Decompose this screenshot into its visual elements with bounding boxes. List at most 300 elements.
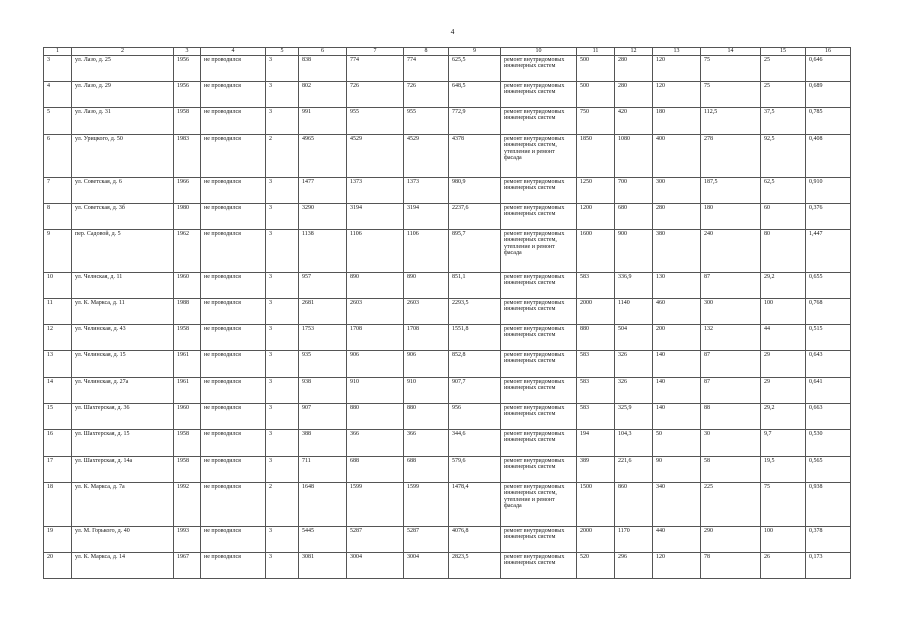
cell-cost-14: 180 [701, 204, 761, 230]
cell-cost-15: 44 [761, 325, 806, 351]
cell-cost-15: 29 [761, 351, 806, 378]
cell-cost-12: 1080 [615, 135, 653, 178]
cell-cost-total: 500 [577, 56, 615, 82]
cell-ratio: 0,376 [806, 204, 851, 230]
cell-row-number: 20 [44, 553, 72, 579]
cell-row-number: 7 [44, 178, 72, 204]
cell-cost-15: 92,5 [761, 135, 806, 178]
cell-cost-total: 583 [577, 378, 615, 404]
cell-address: ул. Челинская, д. 27а [72, 378, 174, 404]
cell-row-number: 11 [44, 299, 72, 325]
cell-floors: 3 [266, 351, 299, 378]
cell-ratio: 0,768 [806, 299, 851, 325]
cell-cost-13: 120 [653, 553, 701, 579]
column-number-header: 4 [201, 48, 266, 56]
cell-cost-14: 187,5 [701, 178, 761, 204]
cell-cost-total: 750 [577, 108, 615, 135]
cell-year-built: 1988 [174, 299, 201, 325]
column-number-header: 16 [806, 48, 851, 56]
table-row [44, 430, 851, 457]
cell-area-7: 955 [347, 108, 404, 135]
cell-year-built: 1956 [174, 56, 201, 82]
cell-row-number: 9 [44, 230, 72, 273]
cell-address: ул. Лазо, д. 25 [72, 56, 174, 82]
cell-year-built: 1983 [174, 135, 201, 178]
cell-total-area: 838 [299, 56, 347, 82]
page-number: 4 [450, 27, 455, 36]
cell-repair-type: ремонт внутридомовых инженерных систем [501, 457, 577, 483]
buildings-table [43, 47, 851, 579]
cell-floors: 3 [266, 553, 299, 579]
cell-floors: 3 [266, 457, 299, 483]
cell-area-7: 880 [347, 404, 404, 430]
cell-cost-13: 440 [653, 527, 701, 553]
cell-area-8: 4529 [404, 135, 449, 178]
cell-area-8: 1373 [404, 178, 449, 204]
cell-year-built: 1967 [174, 553, 201, 579]
cell-area-7: 5287 [347, 527, 404, 553]
cell-last-repair: не проводился [201, 483, 266, 527]
cell-cost-14: 132 [701, 325, 761, 351]
table-row [44, 527, 851, 553]
cell-year-built: 1980 [174, 204, 201, 230]
cell-cost-total: 1850 [577, 135, 615, 178]
cell-cost-15: 37,5 [761, 108, 806, 135]
cell-cost-12: 325,9 [615, 404, 653, 430]
cell-area-8: 366 [404, 430, 449, 457]
cell-year-built: 1992 [174, 483, 201, 527]
table-row [44, 230, 851, 273]
cell-year-built: 1958 [174, 108, 201, 135]
cell-row-number: 13 [44, 351, 72, 378]
cell-repair-type: ремонт внутридомовых инженерных систем [501, 325, 577, 351]
cell-cost-12: 700 [615, 178, 653, 204]
cell-last-repair: не проводился [201, 273, 266, 299]
cell-cost-14: 58 [701, 457, 761, 483]
cell-cost-13: 280 [653, 204, 701, 230]
column-number-header: 9 [449, 48, 501, 56]
cell-floors: 3 [266, 230, 299, 273]
cell-total-area: 991 [299, 108, 347, 135]
column-number-header: 2 [72, 48, 174, 56]
cell-floors: 3 [266, 204, 299, 230]
cell-cost-15: 60 [761, 204, 806, 230]
cell-living-area: 344,6 [449, 430, 501, 457]
cell-area-7: 3194 [347, 204, 404, 230]
column-number-header: 14 [701, 48, 761, 56]
cell-cost-15: 100 [761, 527, 806, 553]
cell-living-area: 980,9 [449, 178, 501, 204]
cell-address: ул. Советская, д. 6 [72, 178, 174, 204]
cell-cost-12: 280 [615, 82, 653, 108]
column-number-header: 12 [615, 48, 653, 56]
cell-cost-total: 1500 [577, 483, 615, 527]
cell-floors: 3 [266, 273, 299, 299]
cell-cost-12: 280 [615, 56, 653, 82]
cell-ratio: 0,641 [806, 378, 851, 404]
cell-address: ул. Челнская, д. 11 [72, 273, 174, 299]
cell-repair-type: ремонт внутридомовых инженерных систем [501, 273, 577, 299]
cell-living-area: 852,8 [449, 351, 501, 378]
cell-area-8: 1708 [404, 325, 449, 351]
cell-floors: 3 [266, 430, 299, 457]
cell-year-built: 1961 [174, 378, 201, 404]
cell-area-8: 3194 [404, 204, 449, 230]
cell-last-repair: не проводился [201, 378, 266, 404]
cell-row-number: 17 [44, 457, 72, 483]
cell-floors: 3 [266, 178, 299, 204]
table-row [44, 108, 851, 135]
cell-floors: 2 [266, 135, 299, 178]
cell-area-7: 906 [347, 351, 404, 378]
column-number-header: 13 [653, 48, 701, 56]
cell-cost-14: 87 [701, 378, 761, 404]
cell-cost-total: 1200 [577, 204, 615, 230]
cell-cost-15: 62,5 [761, 178, 806, 204]
cell-address: ул. Лазо, д. 31 [72, 108, 174, 135]
cell-cost-15: 9,7 [761, 430, 806, 457]
column-number-header: 11 [577, 48, 615, 56]
cell-total-area: 2681 [299, 299, 347, 325]
cell-cost-total: 2000 [577, 299, 615, 325]
cell-address: ул. М. Горького, д. 40 [72, 527, 174, 553]
cell-cost-14: 240 [701, 230, 761, 273]
cell-cost-13: 180 [653, 108, 701, 135]
cell-cost-13: 300 [653, 178, 701, 204]
cell-cost-15: 29 [761, 378, 806, 404]
column-number-header: 3 [174, 48, 201, 56]
cell-ratio: 0,565 [806, 457, 851, 483]
cell-cost-15: 19,5 [761, 457, 806, 483]
cell-area-8: 906 [404, 351, 449, 378]
cell-address: ул. Шахтерская, д. 15 [72, 430, 174, 457]
cell-last-repair: не проводился [201, 299, 266, 325]
cell-cost-12: 336,9 [615, 273, 653, 299]
table-row [44, 56, 851, 82]
cell-cost-total: 500 [577, 82, 615, 108]
cell-last-repair: не проводился [201, 230, 266, 273]
cell-cost-13: 200 [653, 325, 701, 351]
cell-ratio: 0,643 [806, 351, 851, 378]
cell-living-area: 4378 [449, 135, 501, 178]
cell-row-number: 19 [44, 527, 72, 553]
cell-cost-12: 860 [615, 483, 653, 527]
cell-total-area: 4965 [299, 135, 347, 178]
cell-cost-total: 2000 [577, 527, 615, 553]
cell-cost-total: 583 [577, 404, 615, 430]
cell-area-8: 2603 [404, 299, 449, 325]
cell-cost-13: 140 [653, 378, 701, 404]
cell-living-area: 907,7 [449, 378, 501, 404]
cell-repair-type: ремонт внутридомовых инженерных систем [501, 299, 577, 325]
cell-cost-14: 300 [701, 299, 761, 325]
cell-year-built: 1961 [174, 351, 201, 378]
cell-ratio: 0,408 [806, 135, 851, 178]
column-number-header: 5 [266, 48, 299, 56]
column-number-header: 6 [299, 48, 347, 56]
table-row [44, 457, 851, 483]
cell-year-built: 1966 [174, 178, 201, 204]
table-row [44, 204, 851, 230]
cell-area-7: 774 [347, 56, 404, 82]
cell-area-8: 890 [404, 273, 449, 299]
cell-last-repair: не проводился [201, 108, 266, 135]
cell-repair-type: ремонт внутридомовых инженерных систем [501, 527, 577, 553]
cell-living-area: 2237,6 [449, 204, 501, 230]
cell-cost-13: 140 [653, 404, 701, 430]
cell-cost-14: 75 [701, 82, 761, 108]
cell-cost-14: 87 [701, 273, 761, 299]
cell-area-7: 1599 [347, 483, 404, 527]
cell-repair-type: ремонт внутридомовых инженерных систем [501, 553, 577, 579]
cell-floors: 3 [266, 299, 299, 325]
cell-cost-15: 100 [761, 299, 806, 325]
cell-area-8: 880 [404, 404, 449, 430]
table-row [44, 273, 851, 299]
cell-total-area: 3290 [299, 204, 347, 230]
cell-ratio: 0,655 [806, 273, 851, 299]
cell-ratio: 0,689 [806, 82, 851, 108]
cell-address: ул. Шахтерская, д. 36 [72, 404, 174, 430]
cell-ratio: 0,910 [806, 178, 851, 204]
cell-address: ул. Урицкого, д. 50 [72, 135, 174, 178]
cell-year-built: 1962 [174, 230, 201, 273]
column-number-header: 8 [404, 48, 449, 56]
table-row [44, 82, 851, 108]
cell-row-number: 8 [44, 204, 72, 230]
cell-ratio: 0,646 [806, 56, 851, 82]
cell-last-repair: не проводился [201, 553, 266, 579]
cell-row-number: 15 [44, 404, 72, 430]
cell-address: ул. Советская, д. 3б [72, 204, 174, 230]
cell-living-area: 895,7 [449, 230, 501, 273]
cell-cost-14: 87 [701, 351, 761, 378]
cell-ratio: 0,378 [806, 527, 851, 553]
cell-cost-15: 25 [761, 56, 806, 82]
cell-last-repair: не проводился [201, 404, 266, 430]
column-number-header: 1 [44, 48, 72, 56]
cell-row-number: 4 [44, 82, 72, 108]
cell-row-number: 12 [44, 325, 72, 351]
cell-area-8: 1106 [404, 230, 449, 273]
cell-last-repair: не проводился [201, 351, 266, 378]
cell-cost-14: 88 [701, 404, 761, 430]
cell-total-area: 935 [299, 351, 347, 378]
cell-repair-type: ремонт внутридомовых инженерных систем, утепление и ремонт фасада [501, 135, 577, 178]
cell-cost-total: 1600 [577, 230, 615, 273]
cell-row-number: 16 [44, 430, 72, 457]
cell-row-number: 10 [44, 273, 72, 299]
cell-total-area: 802 [299, 82, 347, 108]
cell-cost-14: 30 [701, 430, 761, 457]
cell-repair-type: ремонт внутридомовых инженерных систем, утепление и ремонт фасада [501, 483, 577, 527]
cell-floors: 3 [266, 82, 299, 108]
cell-cost-14: 278 [701, 135, 761, 178]
cell-total-area: 1648 [299, 483, 347, 527]
cell-cost-total: 583 [577, 351, 615, 378]
cell-ratio: 1,447 [806, 230, 851, 273]
cell-last-repair: не проводился [201, 457, 266, 483]
cell-repair-type: ремонт внутридомовых инженерных систем, утепление и ремонт фасада [501, 230, 577, 273]
cell-floors: 3 [266, 404, 299, 430]
cell-row-number: 18 [44, 483, 72, 527]
cell-total-area: 1138 [299, 230, 347, 273]
cell-address: ул. Шахтерская, д. 14а [72, 457, 174, 483]
cell-cost-14: 75 [701, 56, 761, 82]
cell-floors: 3 [266, 56, 299, 82]
cell-cost-14: 112,5 [701, 108, 761, 135]
cell-year-built: 1993 [174, 527, 201, 553]
cell-cost-13: 140 [653, 351, 701, 378]
cell-cost-15: 26 [761, 553, 806, 579]
cell-cost-15: 75 [761, 483, 806, 527]
cell-cost-12: 504 [615, 325, 653, 351]
cell-cost-15: 29,2 [761, 404, 806, 430]
table-row [44, 135, 851, 178]
cell-repair-type: ремонт внутридомовых инженерных систем [501, 404, 577, 430]
cell-year-built: 1956 [174, 82, 201, 108]
cell-cost-13: 460 [653, 299, 701, 325]
cell-year-built: 1960 [174, 404, 201, 430]
cell-area-8: 774 [404, 56, 449, 82]
cell-living-area: 2823,5 [449, 553, 501, 579]
cell-floors: 3 [266, 527, 299, 553]
cell-cost-13: 120 [653, 56, 701, 82]
table-row [44, 553, 851, 579]
cell-area-8: 955 [404, 108, 449, 135]
cell-cost-12: 326 [615, 378, 653, 404]
cell-floors: 3 [266, 325, 299, 351]
cell-area-7: 4529 [347, 135, 404, 178]
cell-last-repair: не проводился [201, 430, 266, 457]
cell-address: пер. Садовой, д. 5 [72, 230, 174, 273]
cell-area-7: 688 [347, 457, 404, 483]
cell-area-7: 3004 [347, 553, 404, 579]
cell-repair-type: ремонт внутридомовых инженерных систем [501, 378, 577, 404]
cell-repair-type: ремонт внутридомовых инженерных систем [501, 108, 577, 135]
cell-total-area: 907 [299, 404, 347, 430]
cell-area-7: 910 [347, 378, 404, 404]
cell-cost-15: 80 [761, 230, 806, 273]
table-row [44, 378, 851, 404]
cell-row-number: 14 [44, 378, 72, 404]
cell-repair-type: ремонт внутридомовых инженерных систем [501, 204, 577, 230]
cell-address: ул. Челинская, д. 15 [72, 351, 174, 378]
cell-cost-13: 90 [653, 457, 701, 483]
cell-row-number: 6 [44, 135, 72, 178]
cell-living-area: 4076,8 [449, 527, 501, 553]
cell-living-area: 772,9 [449, 108, 501, 135]
table-row [44, 299, 851, 325]
cell-year-built: 1958 [174, 457, 201, 483]
cell-ratio: 0,515 [806, 325, 851, 351]
cell-row-number: 3 [44, 56, 72, 82]
cell-ratio: 0,938 [806, 483, 851, 527]
cell-address: ул. К. Маркса, д. 14 [72, 553, 174, 579]
cell-cost-total: 583 [577, 273, 615, 299]
cell-year-built: 1958 [174, 325, 201, 351]
cell-cost-12: 680 [615, 204, 653, 230]
cell-area-7: 1708 [347, 325, 404, 351]
cell-area-7: 1373 [347, 178, 404, 204]
cell-area-7: 726 [347, 82, 404, 108]
cell-total-area: 1753 [299, 325, 347, 351]
cell-cost-13: 50 [653, 430, 701, 457]
cell-ratio: 0,173 [806, 553, 851, 579]
table-row [44, 404, 851, 430]
cell-cost-12: 420 [615, 108, 653, 135]
cell-ratio: 0,663 [806, 404, 851, 430]
cell-living-area: 1551,8 [449, 325, 501, 351]
cell-cost-12: 221,6 [615, 457, 653, 483]
cell-cost-13: 130 [653, 273, 701, 299]
cell-repair-type: ремонт внутридомовых инженерных систем [501, 82, 577, 108]
cell-total-area: 938 [299, 378, 347, 404]
cell-cost-12: 1170 [615, 527, 653, 553]
cell-cost-15: 29,2 [761, 273, 806, 299]
cell-area-8: 3004 [404, 553, 449, 579]
cell-living-area: 1478,4 [449, 483, 501, 527]
cell-total-area: 5445 [299, 527, 347, 553]
cell-last-repair: не проводился [201, 178, 266, 204]
cell-living-area: 648,5 [449, 82, 501, 108]
cell-area-8: 5287 [404, 527, 449, 553]
cell-year-built: 1960 [174, 273, 201, 299]
cell-area-7: 890 [347, 273, 404, 299]
cell-cost-total: 880 [577, 325, 615, 351]
cell-cost-12: 296 [615, 553, 653, 579]
cell-cost-14: 78 [701, 553, 761, 579]
cell-address: ул. Лазо, д. 29 [72, 82, 174, 108]
cell-address: ул. Челинская, д. 43 [72, 325, 174, 351]
column-number-header: 10 [501, 48, 577, 56]
cell-area-8: 688 [404, 457, 449, 483]
cell-living-area: 625,5 [449, 56, 501, 82]
cell-cost-total: 194 [577, 430, 615, 457]
cell-cost-12: 326 [615, 351, 653, 378]
table-row [44, 351, 851, 378]
cell-cost-12: 1140 [615, 299, 653, 325]
column-number-header: 15 [761, 48, 806, 56]
cell-cost-12: 104,3 [615, 430, 653, 457]
cell-area-7: 2603 [347, 299, 404, 325]
cell-cost-total: 389 [577, 457, 615, 483]
cell-total-area: 3081 [299, 553, 347, 579]
cell-cost-13: 380 [653, 230, 701, 273]
cell-total-area: 1477 [299, 178, 347, 204]
cell-area-8: 1599 [404, 483, 449, 527]
cell-cost-15: 25 [761, 82, 806, 108]
cell-total-area: 711 [299, 457, 347, 483]
cell-last-repair: не проводился [201, 325, 266, 351]
cell-last-repair: не проводился [201, 82, 266, 108]
cell-total-area: 388 [299, 430, 347, 457]
cell-row-number: 5 [44, 108, 72, 135]
cell-cost-14: 290 [701, 527, 761, 553]
cell-year-built: 1958 [174, 430, 201, 457]
cell-repair-type: ремонт внутридомовых инженерных систем [501, 430, 577, 457]
cell-repair-type: ремонт внутридомовых инженерных систем [501, 56, 577, 82]
cell-address: ул. К. Маркса, д. 7а [72, 483, 174, 527]
cell-floors: 2 [266, 483, 299, 527]
cell-floors: 3 [266, 108, 299, 135]
header-row [44, 48, 851, 56]
cell-cost-13: 340 [653, 483, 701, 527]
cell-floors: 3 [266, 378, 299, 404]
cell-ratio: 0,785 [806, 108, 851, 135]
cell-living-area: 2293,5 [449, 299, 501, 325]
column-number-header: 7 [347, 48, 404, 56]
